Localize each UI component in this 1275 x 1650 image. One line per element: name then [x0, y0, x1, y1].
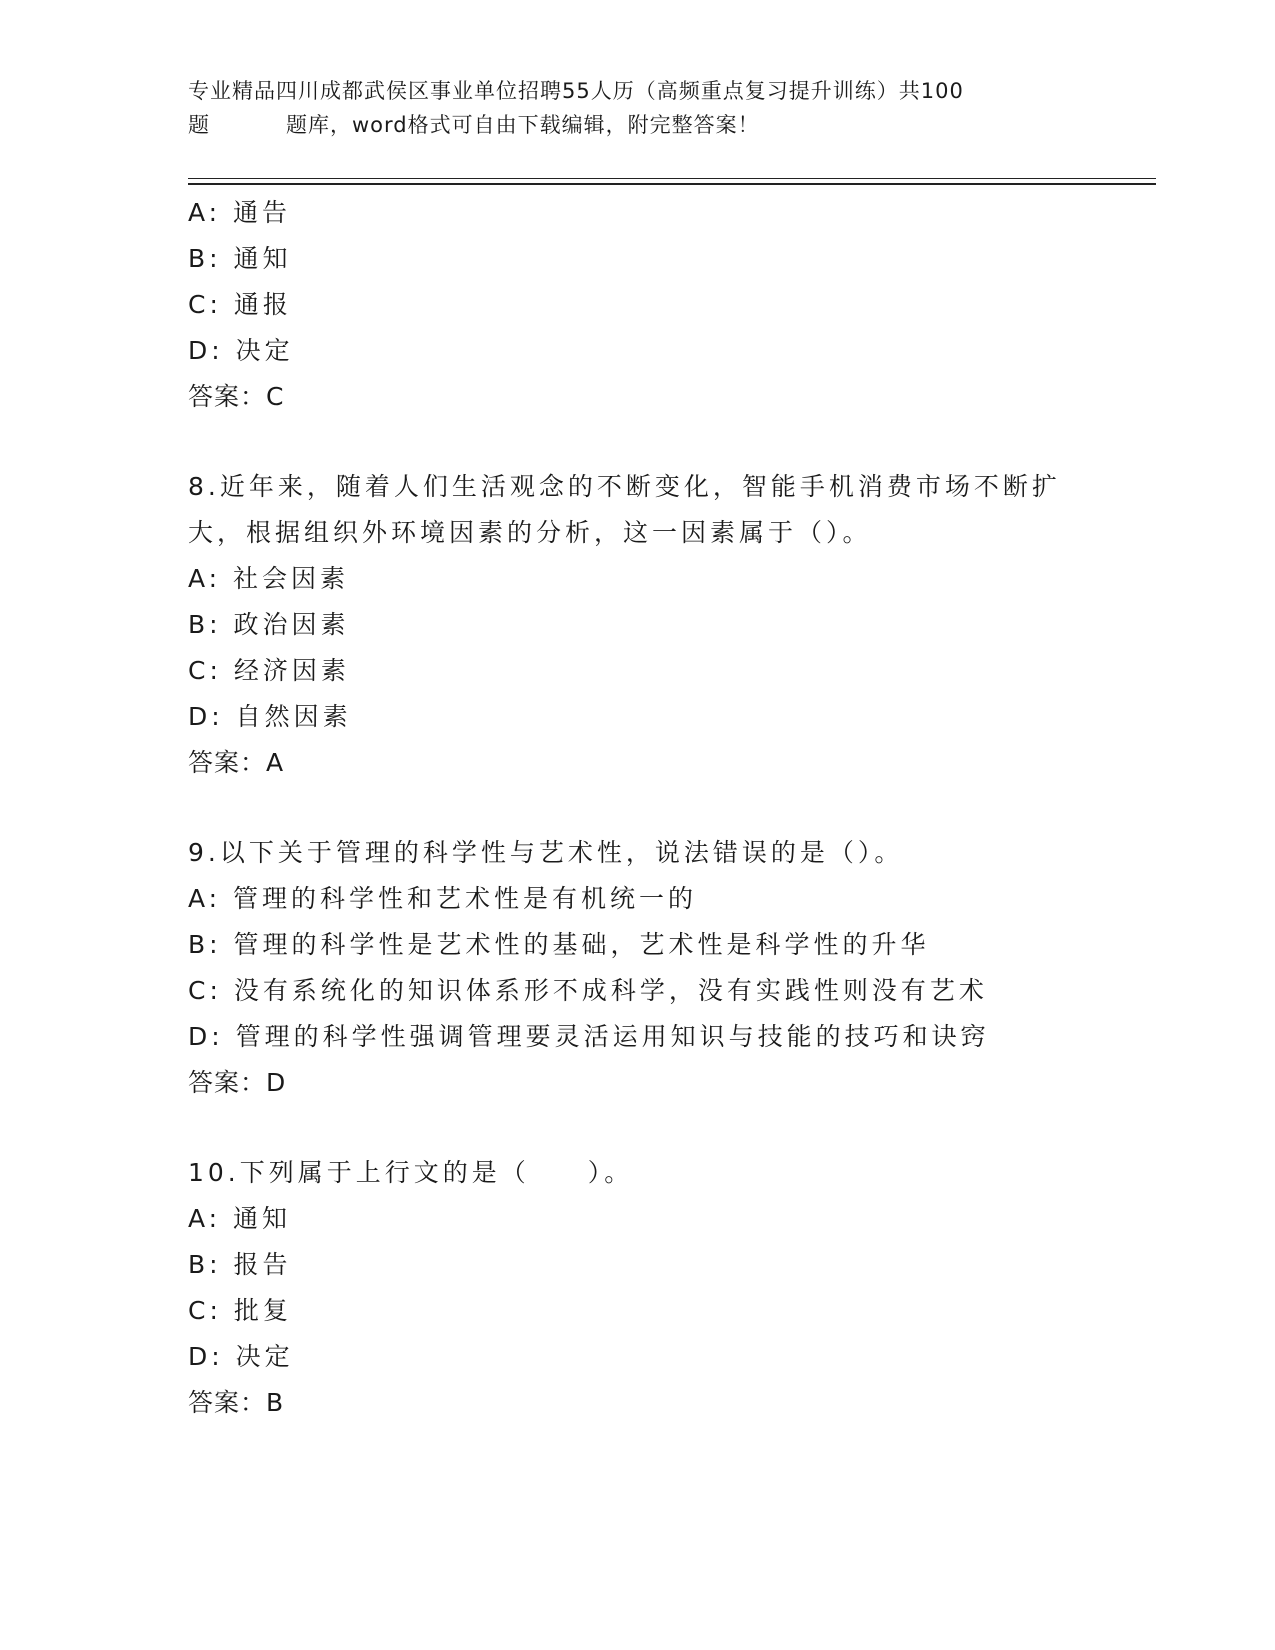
- option-b: B: 政治因素: [188, 610, 350, 639]
- question-10: [188, 1150, 1088, 1426]
- option-b: B: 管理的科学性是艺术性的基础，艺术性是科学性的升华: [188, 930, 930, 959]
- option-d: D: 决定: [188, 1342, 294, 1371]
- option-d: D: 自然因素: [188, 702, 352, 731]
- option-a: A: 社会因素: [188, 564, 350, 593]
- header-divider-thin: [188, 178, 1156, 179]
- question-stem: 10.下列属于上行文的是（ ）。: [188, 1158, 634, 1187]
- question-9: [188, 830, 1088, 1106]
- option-a: A: 管理的科学性和艺术性是有机统一的: [188, 884, 698, 913]
- header-line2-first: 题: [188, 113, 210, 137]
- question-stem: 8.近年来，随着人们生活观念的不断变化，智能手机消费市场不断扩: [188, 472, 1061, 501]
- option-c: C: 批复: [188, 1296, 292, 1325]
- header-line2-rest: 题库，word格式可自由下载编辑，附完整答案！: [286, 113, 760, 137]
- option-b: B: 通知: [188, 244, 292, 273]
- answer: 答案：B: [188, 1388, 285, 1417]
- option-d: D: 管理的科学性强调管理要灵活运用知识与技能的技巧和诀窍: [188, 1022, 990, 1051]
- question-list: [188, 190, 1088, 1426]
- header-title-line2: [188, 108, 1088, 142]
- question-stem-cont: 大，根据组织外环境因素的分析，这一因素属于（）。: [188, 518, 872, 547]
- option-b: B: 报告: [188, 1250, 292, 1279]
- answer: 答案：A: [188, 748, 285, 777]
- option-c: C: 通报: [188, 290, 292, 319]
- option-d: D: 决定: [188, 336, 294, 365]
- document-header: [188, 74, 1088, 142]
- option-a: A: 通告: [188, 198, 292, 227]
- question-8: [188, 464, 1088, 786]
- header-title-line1: 专业精品四川成都武侯区事业单位招聘55人历（高频重点复习提升训练）共100: [188, 79, 964, 103]
- answer: 答案：D: [188, 1068, 287, 1097]
- header-divider-thick: [188, 183, 1156, 185]
- option-c: C: 经济因素: [188, 656, 350, 685]
- answer: 答案：C: [188, 382, 285, 411]
- option-c: C: 没有系统化的知识体系形不成科学，没有实践性则没有艺术: [188, 976, 988, 1005]
- question-stem: 9.以下关于管理的科学性与艺术性，说法错误的是（）。: [188, 838, 904, 867]
- option-a: A: 通知: [188, 1204, 292, 1233]
- question-7: [188, 190, 1088, 420]
